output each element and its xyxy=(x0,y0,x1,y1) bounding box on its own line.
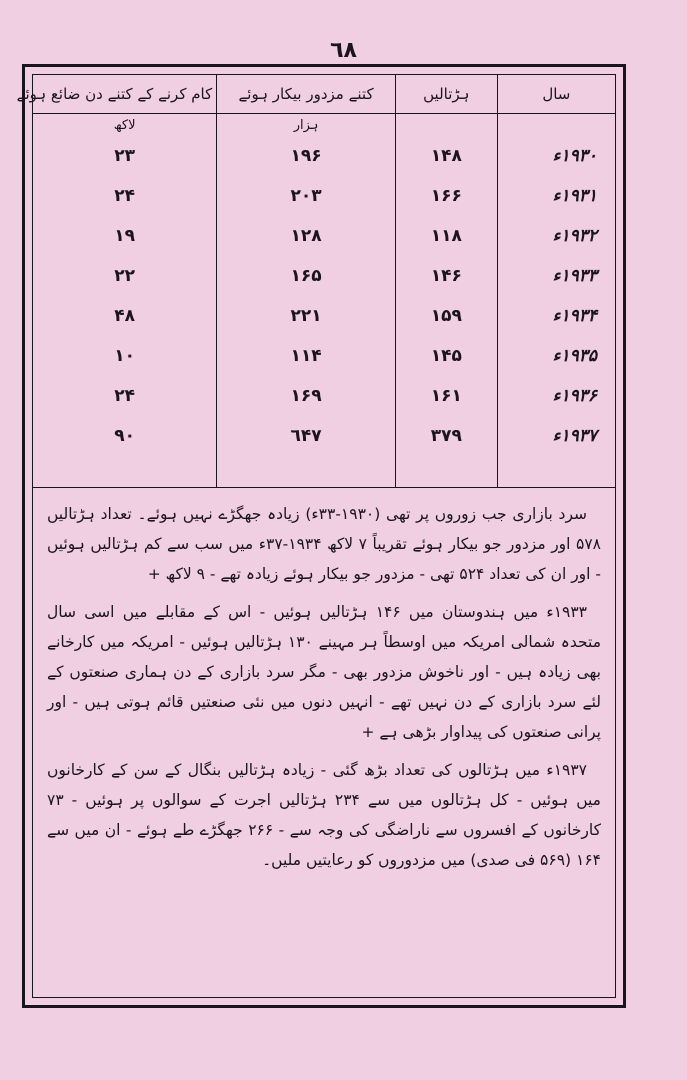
cell-days: ۱۰ xyxy=(114,346,135,366)
inner-frame xyxy=(16,74,616,998)
paragraph-3: ۱۹۳۷ء میں ہڑتالوں کی تعداد بڑھ گئی - زیادہ ہڑتالیں بنگال کے سن کے کارخانوں میں ہوئیں - کل ہڑتالوں میں سے ۲۳۴ ہڑتالیں اجرت کے سوالوں پر ہوئیں - ۷۳ کارخانوں کے افسروں سے ناراضگی کی وجہ سے - ۲۶۶ جھگڑے طے ہوئے - ان میں سے ۱۶۴ (۵۶۹ فی صدی) میں مزدوروں کو رعایتیں ملیں۔ xyxy=(47,761,601,869)
page-frame xyxy=(16,64,626,1008)
cell-year: ۱۹۳۳ء xyxy=(497,256,615,296)
unit-strikes xyxy=(395,114,497,137)
unit-workers: ہزار xyxy=(217,114,396,137)
section-divider xyxy=(33,487,615,488)
cell-days: ۴۸ xyxy=(114,306,135,326)
unit-days: لاکھ xyxy=(113,117,136,133)
cell-workers: ۱۶۵ xyxy=(217,256,396,296)
cell-strikes: ۱۵۹ xyxy=(395,296,497,336)
cell-workers: ۱۱۴ xyxy=(217,336,396,376)
cell-workers: ۲۲۱ xyxy=(217,296,396,336)
cell-year: ۱۹۳۵ء xyxy=(497,336,615,376)
cell-strikes: ۱۶۱ xyxy=(395,376,497,416)
cell-year: ۱۹۳۴ء xyxy=(497,296,615,336)
header-days: کام کرنے کے کتنے دن ضائع ہوئے xyxy=(33,75,217,114)
table-row xyxy=(33,176,615,216)
table-row xyxy=(33,296,615,336)
filler xyxy=(395,456,497,487)
cell-workers: ۲۰۳ xyxy=(217,176,396,216)
table-row xyxy=(33,336,615,376)
cell-days: ۲۳ xyxy=(114,146,135,166)
cell-year: ۱۹۳۰ء xyxy=(497,136,615,176)
unit-year xyxy=(497,114,615,137)
units-row xyxy=(33,114,615,137)
table-row xyxy=(33,216,615,256)
cell-days: ۲۴ xyxy=(114,186,135,206)
cell-strikes: ۱۴۶ xyxy=(395,256,497,296)
cell-days: ۲۲ xyxy=(114,266,135,286)
strikes-table xyxy=(16,75,615,487)
cell-workers: ۱۶۹ xyxy=(217,376,396,416)
cell-workers: ۱۹۶ xyxy=(217,136,396,176)
table-row xyxy=(33,136,615,176)
table-row xyxy=(33,376,615,416)
notes-section xyxy=(47,499,601,987)
paragraph-1: سرد بازاری جب زوروں پر تھی (۱۹۳۰-۳۳ء) زیادہ جھگڑے نہیں ہوئے۔ تعداد ہڑتالیں ۵۷۸ اور مزدور جو بیکار ہوئے تقریباً ۷ لاکھ ۱۹۳۴-۳۷ء میں سب سے کم ہڑتالیں ہوئیں - اور ان کی تعداد ۵۲۴ تھی - مزدور جو بیکار ہوئے زیادہ تھے - ۹ لاکھ + xyxy=(47,505,601,583)
cell-year: ۱۹۳۶ء xyxy=(497,376,615,416)
cell-year: ۱۹۳۱ء xyxy=(497,176,615,216)
table-row xyxy=(33,416,615,456)
cell-workers: ۱۲۸ xyxy=(217,216,396,256)
cell-strikes: ۱۶۶ xyxy=(395,176,497,216)
table-header-row xyxy=(33,75,615,114)
cell-year: ۱۹۳۷ء xyxy=(497,416,615,456)
cell-strikes: ۳۷۹ xyxy=(395,416,497,456)
filler xyxy=(33,456,217,487)
filler xyxy=(217,456,396,487)
cell-days: ۲۴ xyxy=(114,386,135,406)
page-number: ٦٨ xyxy=(330,38,357,63)
table-row xyxy=(33,256,615,296)
cell-year: ۱۹۳۲ء xyxy=(497,216,615,256)
cell-workers: ٦۴۷ xyxy=(217,416,396,456)
header-year: سال xyxy=(497,75,615,114)
filler xyxy=(497,456,615,487)
cell-strikes: ۱۱۸ xyxy=(395,216,497,256)
cell-days: ۹۰ xyxy=(114,426,135,446)
header-workers: کتنے مزدور بیکار ہوئے xyxy=(217,75,396,114)
table-filler-row xyxy=(33,456,615,487)
cell-days: ۱۹ xyxy=(114,226,135,246)
cell-strikes: ۱۴۵ xyxy=(395,336,497,376)
cell-strikes: ۱۴۸ xyxy=(395,136,497,176)
paragraph-2: ۱۹۳۳ء میں ہندوستان میں ۱۴۶ ہڑتالیں ہوئیں - اس کے مقابلے میں اسی سال متحدہ شمالی امریکہ میں اوسطاً ہر مہینے ۱۳۰ ہڑتالیں ہوئیں - امریکہ میں کارخانے بھی زیادہ ہیں - اور ناخوش مزدور بھی - مگر سرد بازاری کے دن ہماری صنعتوں کے لئے سرد بازاری کے دن نہیں تھے - انہیں دنوں میں نئی صنعتیں قائم ہوتی ہیں - اور پرانی صنعتوں کی پیداوار بڑھی ہے + xyxy=(47,603,602,741)
header-strikes: ہڑتالیں xyxy=(395,75,497,114)
